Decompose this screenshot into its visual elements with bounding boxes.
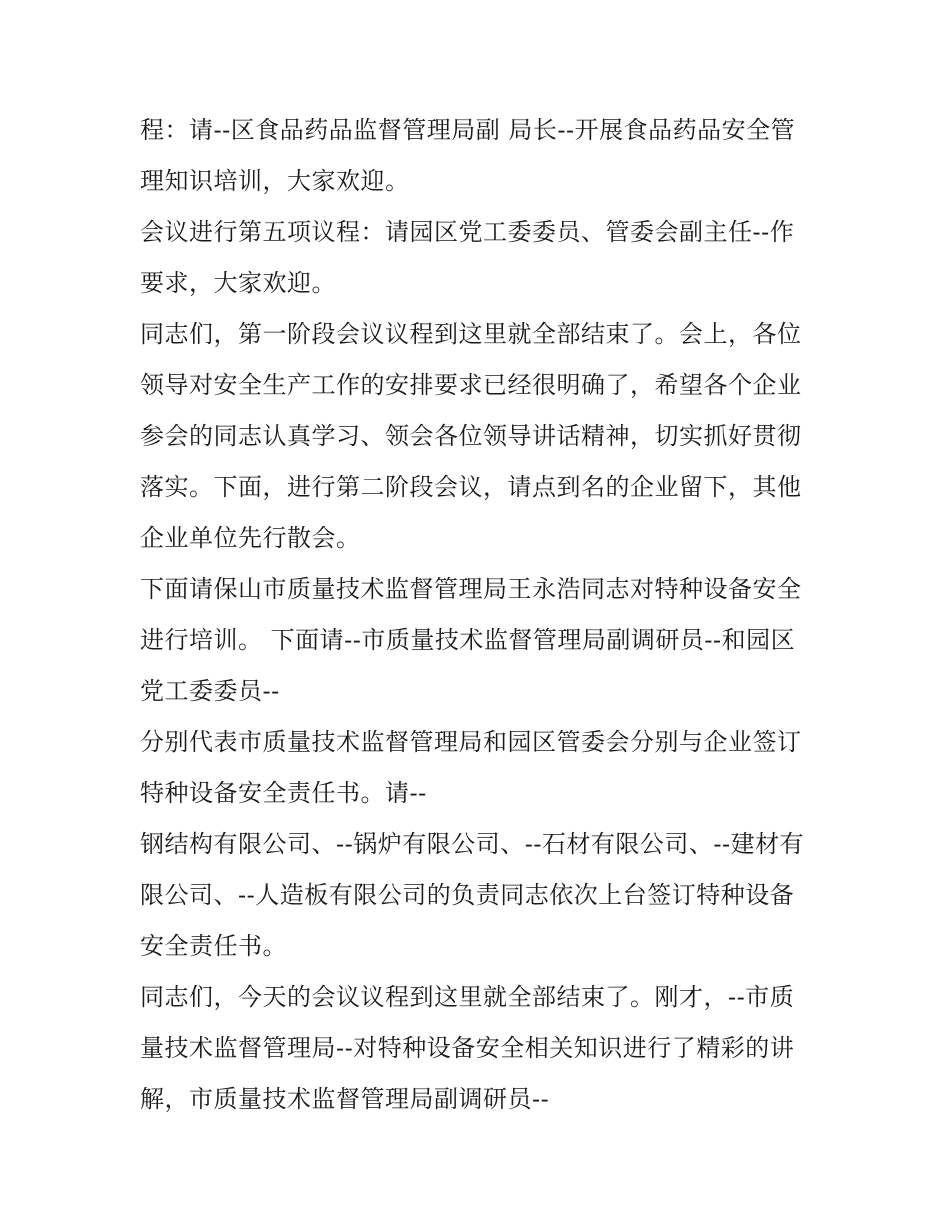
document-body	[140, 108, 820, 1128]
text-line: 党工委委员--	[140, 677, 280, 705]
text-line: 要求，大家欢迎。	[140, 269, 336, 297]
text-line: 安全责任书。	[140, 932, 287, 960]
text-line: 解，市质量技术监督管理局副调研员--	[140, 1085, 550, 1113]
text-line: 限公司、--人造板有限公司的负责同志依次上台签订特种设备	[140, 881, 795, 909]
text-line: 分别代表市质量技术监督管理局和园区管委会分别与企业签订	[140, 728, 802, 756]
text-line: 特种设备安全责任书。请--	[140, 779, 427, 807]
text-line: 领导对安全生产工作的安排要求已经很明确了，希望各个企业	[140, 371, 802, 399]
text-line: 会议进行第五项议程：请园区党工委委员、管委会副主任--作	[140, 218, 795, 246]
text-line: 量技术监督管理局--对特种设备安全相关知识进行了精彩的讲	[140, 1034, 795, 1062]
text-line: 落实。下面，进行第二阶段会议，请点到名的企业留下，其他	[140, 473, 802, 501]
text-line: 企业单位先行散会。	[140, 524, 361, 552]
text-line: 进行培训。 下面请--市质量技术监督管理局副调研员--和园区	[140, 626, 796, 654]
text-line: 参会的同志认真学习、领会各位领导讲话精神，切实抓好贯彻	[140, 422, 802, 450]
text-line: 理知识培训，大家欢迎。	[140, 167, 410, 195]
text-line: 同志们，第一阶段会议议程到这里就全部结束了。会上，各位	[140, 320, 802, 348]
text-line: 钢结构有限公司、--锅炉有限公司、--石材有限公司、--建材有	[140, 830, 805, 858]
text-line: 下面请保山市质量技术监督管理局王永浩同志对特种设备安全	[140, 575, 802, 603]
text-line: 同志们，今天的会议议程到这里就全部结束了。刚才，--市质	[140, 983, 795, 1011]
text-line: 程：请--区食品药品监督管理局副 局长--开展食品药品安全管	[140, 116, 796, 144]
